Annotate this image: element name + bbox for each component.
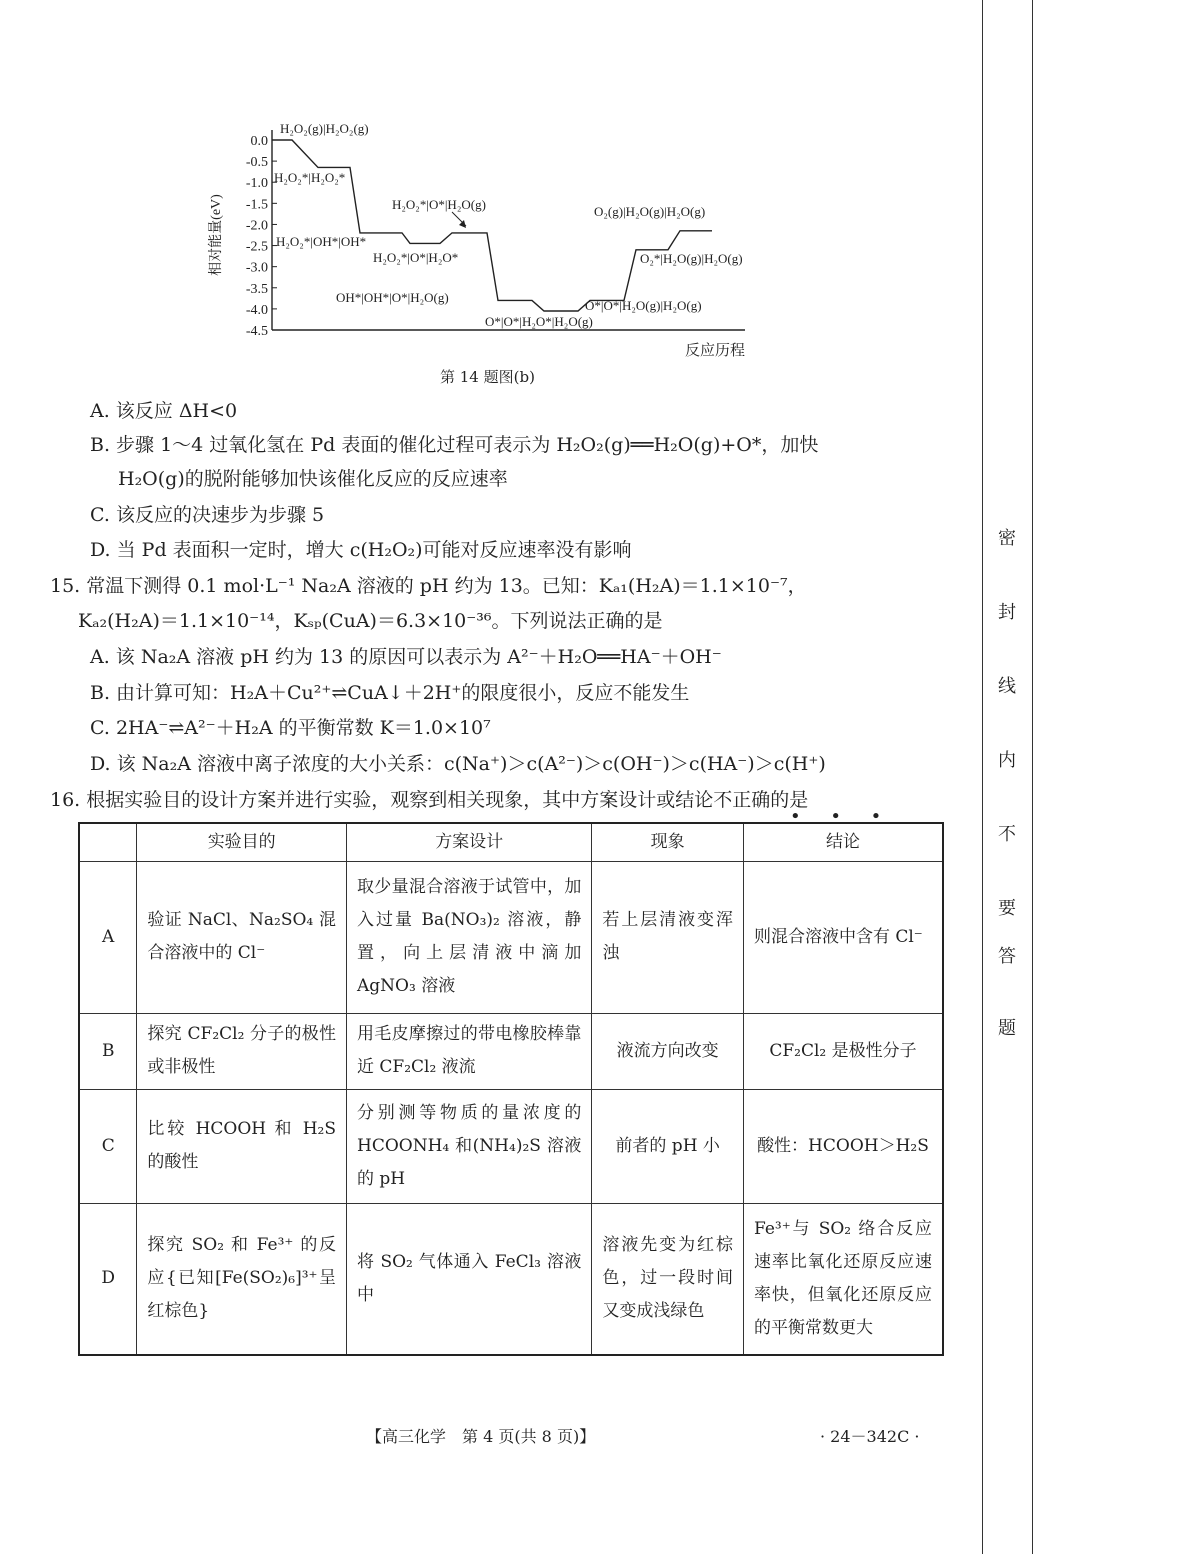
row-conclusion: 则混合溶液中含有 Cl⁻: [743, 861, 943, 1013]
level-label: O₂(g)|H₂O(g)|H₂O(g): [594, 204, 706, 219]
row-design: 用毛皮摩擦过的带电橡胶棒靠近 CF₂Cl₂ 液流: [347, 1013, 592, 1089]
q15-option-a: A. 该 Na₂A 溶液 pH 约为 13 的原因可以表示为 A²⁻＋H₂O══HA⁻＋OH⁻: [90, 646, 722, 668]
margin-rule-right: [1032, 0, 1033, 1554]
row-label: B: [79, 1013, 137, 1089]
row-design: 将 SO₂ 气体通入 FeCl₃ 溶液中: [347, 1203, 592, 1355]
q15-option-c: C. 2HA⁻⇌A²⁻＋H₂A 的平衡常数 K＝1.0×10⁷: [90, 717, 491, 739]
q16-stem: 16. 根据实验目的设计方案并进行实验，观察到相关现象，其中方案设计或结论不正确的是: [50, 789, 809, 811]
y-axis-label: 相对能量(eV): [209, 194, 224, 276]
table-row: [79, 1089, 943, 1203]
q15-stem-line1: 15. 常温下测得 0.1 mol·L⁻¹ Na₂A 溶液的 pH 约为 13。已知：Kₐ₁(H₂A)＝1.1×10⁻⁷，: [50, 575, 807, 597]
seal-line-char: 题: [998, 1018, 1016, 1039]
level-label: O*|O*|H₂O(g)|H₂O(g): [585, 298, 702, 313]
q14-option-d: D. 当 Pd 表面积一定时，增大 c(H₂O₂)可能对反应速率没有影响: [90, 539, 632, 561]
level-label: O*|O*|H₂O*|H₂O(g): [485, 314, 593, 329]
margin-rule-left: [982, 0, 983, 1554]
table-header-phenomenon: 现象: [592, 823, 744, 861]
level-label: O₂*|H₂O(g)|H₂O(g): [640, 251, 743, 266]
level-label: H₂O₂*|H₂O₂*: [274, 170, 346, 185]
row-design: 分别测等物质的量浓度的 HCOONH₄ 和(NH₄)₂S 溶液的 pH: [347, 1089, 592, 1203]
q14-option-b-line1: B. 步骤 1～4 过氧化氢在 Pd 表面的催化过程可表示为 H₂O₂(g)══H₂O(g)+O*，加快: [90, 434, 819, 456]
row-conclusion: 酸性：HCOOH＞H₂S: [743, 1089, 943, 1203]
annotation-arrowhead: [459, 220, 466, 228]
row-purpose: 探究 SO₂ 和 Fe³⁺ 的反应{已知[Fe(SO₂)₆]³⁺呈红棕色}: [137, 1203, 347, 1355]
row-phenomenon: 液流方向改变: [592, 1013, 744, 1089]
q15-stem-line2: Kₐ₂(H₂A)＝1.1×10⁻¹⁴，Kₛₚ(CuA)＝6.3×10⁻³⁶。下列说法正确的是: [78, 610, 663, 632]
y-tick-label: -4.5: [245, 324, 268, 339]
row-purpose: 验证 NaCl、Na₂SO₄ 混合溶液中的 Cl⁻: [137, 861, 347, 1013]
table-header-row: [79, 823, 943, 861]
footer-paper-code: · 24－342C ·: [820, 1427, 920, 1446]
row-label: C: [79, 1089, 137, 1203]
y-tick-label: -0.5: [245, 155, 268, 171]
q15-option-b: B. 由计算可知：H₂A＋Cu²⁺⇌CuA↓＋2H⁺的限度很小，反应不能发生: [90, 682, 690, 704]
y-tick-label: -3.5: [245, 281, 268, 297]
level-label: H₂O₂*|O*|H₂O(g): [392, 197, 486, 212]
q14-option-b-line2: H₂O(g)的脱附能够加快该催化反应的反应速率: [118, 468, 508, 490]
row-phenomenon: 前者的 pH 小: [592, 1089, 744, 1203]
row-design: 取少量混合溶液于试管中，加入过量 Ba(NO₃)₂ 溶液，静置，向上层清液中滴加 AgNO₃ 溶液: [347, 861, 592, 1013]
table-header-blank: [79, 823, 137, 861]
row-label: A: [79, 861, 137, 1013]
y-tick-label: -2.0: [245, 218, 268, 234]
level-label: H₂O₂*|OH*|OH*: [276, 234, 367, 249]
seal-line-char: 密: [998, 528, 1016, 549]
table-row: [79, 1013, 943, 1089]
experiment-table: [78, 822, 944, 1356]
seal-line-char: 内: [998, 750, 1016, 771]
q14-option-c: C. 该反应的决速步为步骤 5: [90, 504, 325, 526]
figure-caption: 第 14 题图(b): [440, 368, 535, 386]
seal-line-char: 封: [998, 602, 1016, 623]
table-row: [79, 1203, 943, 1355]
seal-line-char: 线: [998, 676, 1016, 697]
x-axis-label: 反应历程: [684, 343, 745, 359]
q14-option-a: A. 该反应 ΔH<0: [90, 400, 238, 422]
seal-line-char: 不: [998, 824, 1016, 845]
row-conclusion: Fe³⁺与 SO₂ 络合反应速率比氧化还原反应速率快，但氧化还原反应的平衡常数更大: [743, 1203, 943, 1355]
q16-emphasis-dots: • • •: [790, 806, 894, 827]
y-tick-label: -4.0: [245, 302, 268, 318]
y-tick-label: 0.0: [250, 134, 268, 149]
q15-option-d: D. 该 Na₂A 溶液中离子浓度的大小关系：c(Na⁺)＞c(A²⁻)＞c(OH⁻)＞c(HA⁻)＞c(H⁺): [90, 753, 826, 775]
energy-chart-svg: [200, 108, 800, 368]
row-purpose: 比较 HCOOH 和 H₂S 的酸性: [137, 1089, 347, 1203]
y-tick-label: -3.0: [245, 260, 268, 276]
energy-profile-chart: [200, 108, 800, 368]
table-row: [79, 861, 943, 1013]
row-purpose: 探究 CF₂Cl₂ 分子的极性或非极性: [137, 1013, 347, 1089]
row-phenomenon: 溶液先变为红棕色，过一段时间又变成浅绿色: [592, 1203, 744, 1355]
level-label: OH*|OH*|O*|H₂O(g): [336, 290, 449, 305]
y-tick-label: -1.0: [245, 176, 268, 192]
level-label: H₂O₂(g)|H₂O₂(g): [280, 121, 369, 136]
annotation-label: H₂O₂*|O*|H₂O*: [373, 250, 459, 265]
y-tick-label: -2.5: [245, 239, 268, 255]
footer-page-info: 【高三化学 第 4 页(共 8 页)】: [366, 1427, 596, 1446]
row-label: D: [79, 1203, 137, 1355]
y-tick-label: -1.5: [245, 197, 268, 213]
seal-line-char: 答: [998, 946, 1016, 967]
row-phenomenon: 若上层清液变浑浊: [592, 861, 744, 1013]
energy-path: [272, 140, 712, 311]
table-header-design: 方案设计: [347, 823, 592, 861]
row-conclusion: CF₂Cl₂ 是极性分子: [743, 1013, 943, 1089]
table-header-purpose: 实验目的: [137, 823, 347, 861]
table-header-conclusion: 结论: [743, 823, 943, 861]
seal-line-char: 要: [998, 898, 1016, 919]
